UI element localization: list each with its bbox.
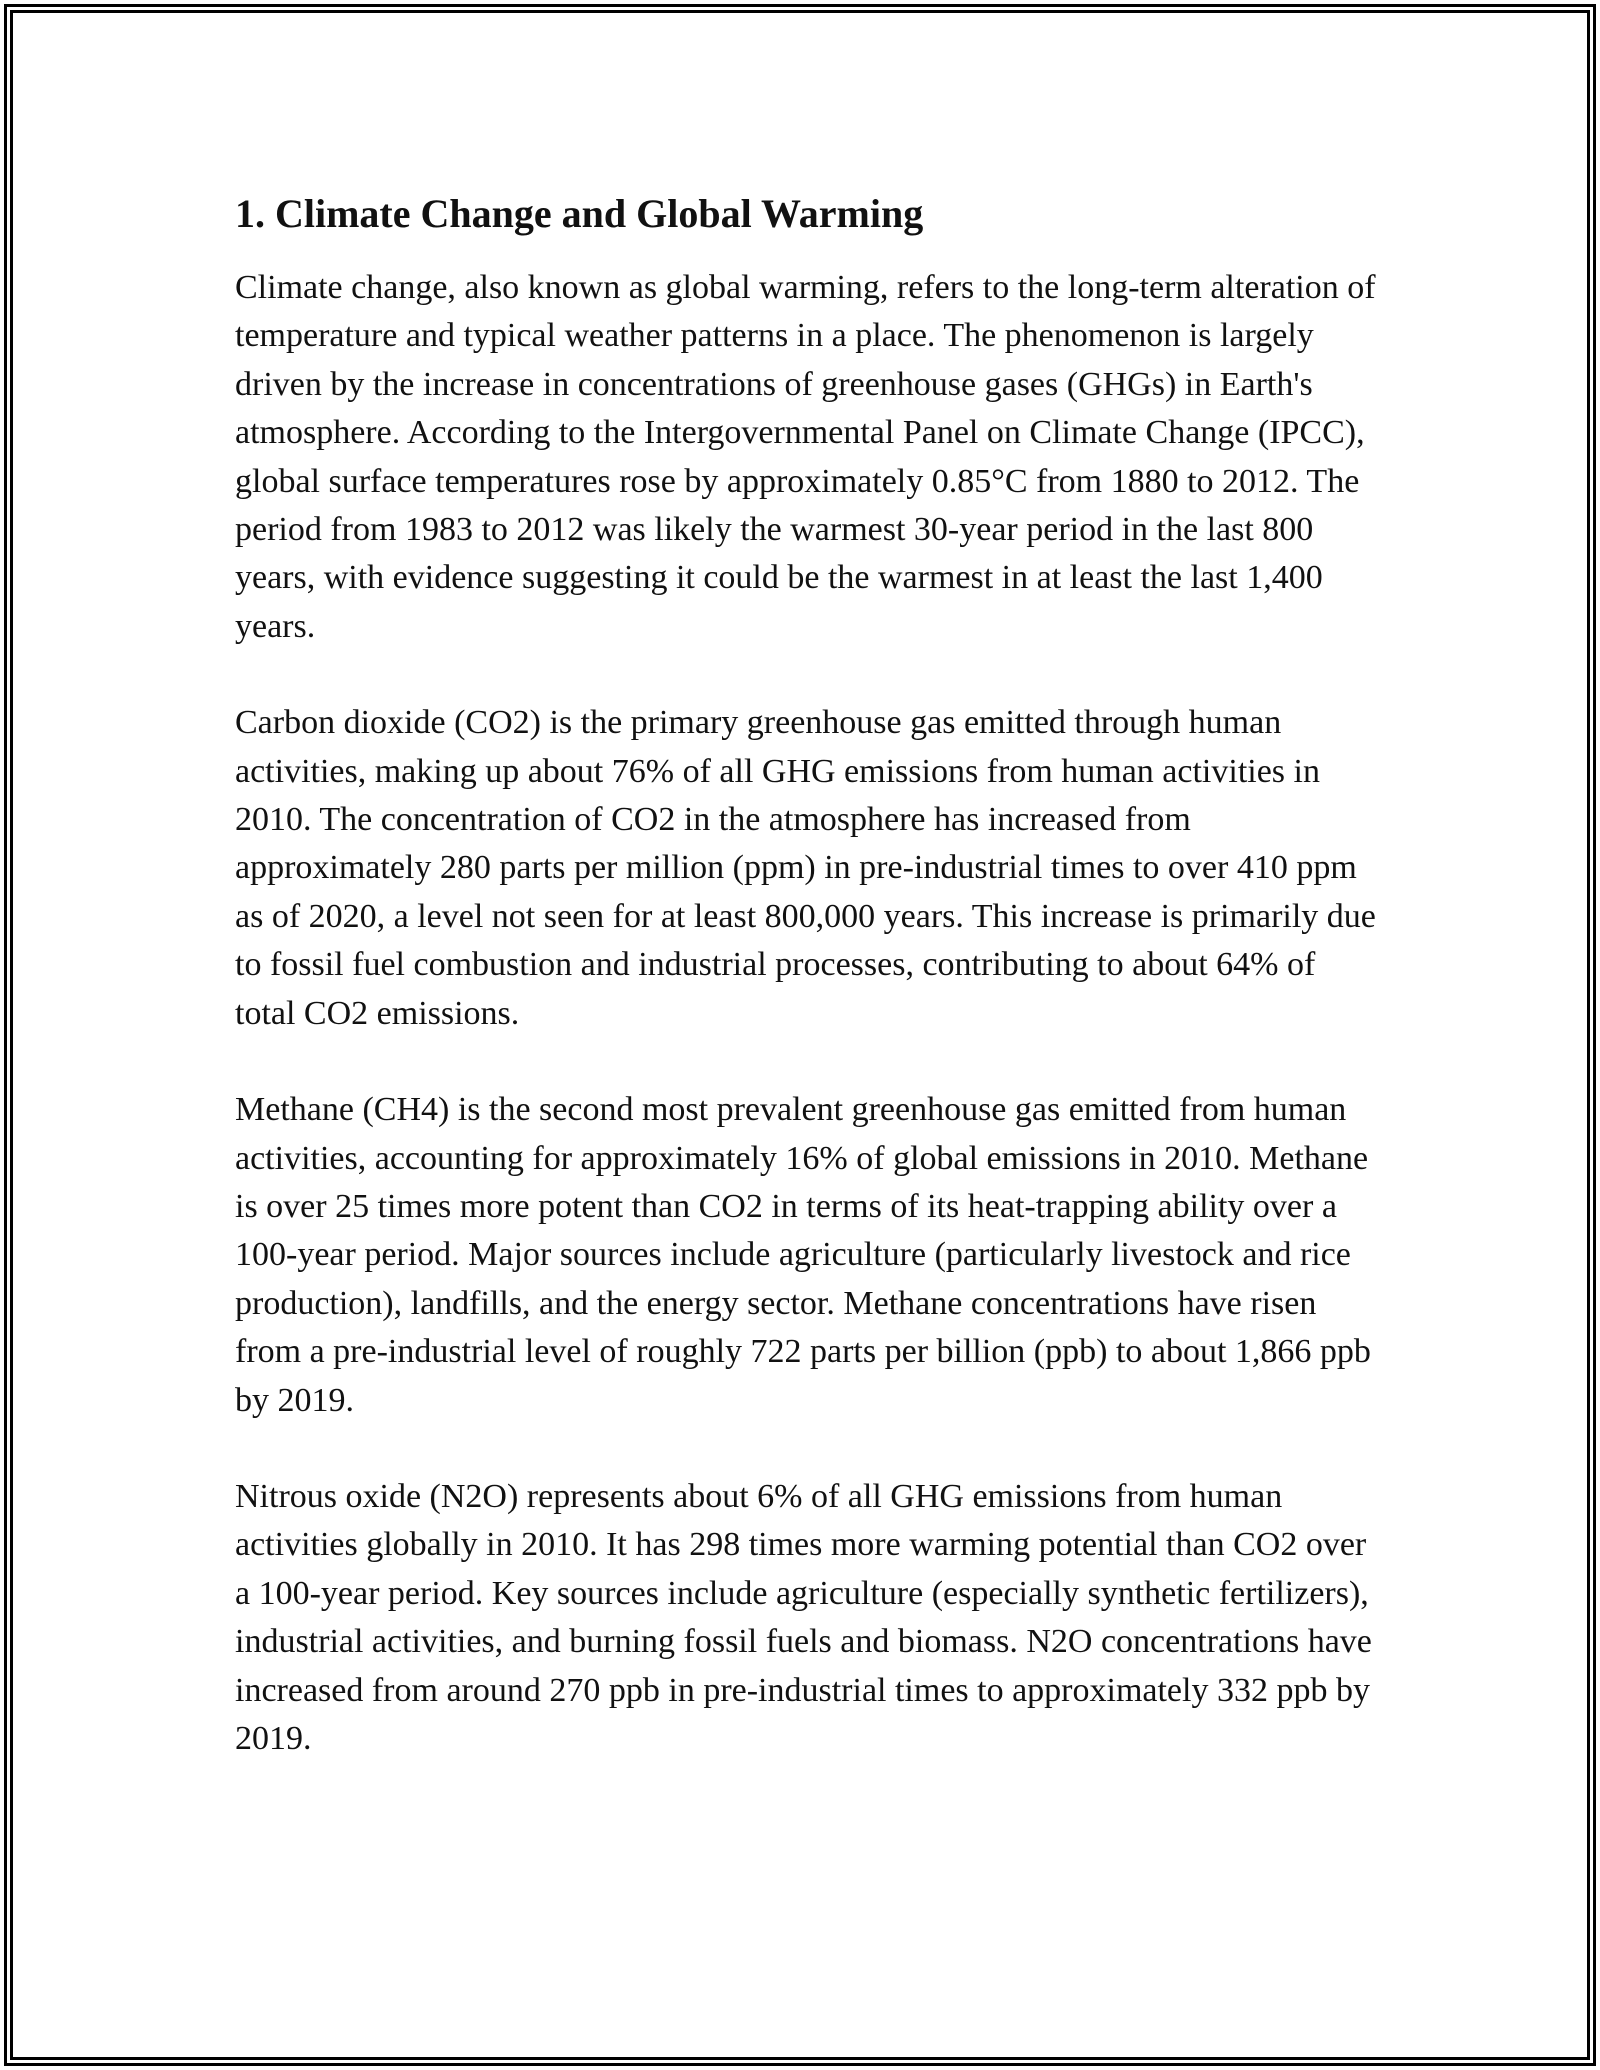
paragraph-methane: Methane (CH4) is the second most prevalent greenhouse gas emitted from human activities, accounting for approximately 16% of global emissions in 2010. Methane is over 25 times more potent than CO2 in terms of its heat-trapping ability over a 100-year period. Major sources include agriculture (particularly livestock and rice production), landfills, and the energy sector. Methane concentrations have risen from a pre-industrial level of roughly 722 parts per billion (ppb) to about 1,866 ppb by 2019. bbox=[235, 1091, 1371, 1419]
paragraph-nitrous-oxide: Nitrous oxide (N2O) represents about 6% of all GHG emissions from human activities globally in 2010. It has 298 times more warming potential than CO2 over a 100-year period. Key sources include agriculture (especially synthetic fertilizers), industrial activities, and burning fossil fuels and biomass. N2O concentrations have increased from around 270 ppb in pre-industrial times to approximately 332 ppb by 2019. bbox=[235, 1477, 1372, 1757]
document-body bbox=[235, 180, 1380, 1811]
section-heading: 1. Climate Change and Global Warming bbox=[235, 191, 924, 236]
paragraph-carbon-dioxide: Carbon dioxide (CO2) is the primary greenhouse gas emitted through human activities, making up about 76% of all GHG emissions from human activities in 2010. The concentration of CO2 in the atmosphere has increased from approximately 280 parts per million (ppm) in pre-industrial times to over 410 ppm as of 2020, a level not seen for at least 800,000 years. This increase is primarily due to fossil fuel combustion and industrial processes, contributing to about 64% of total CO2 emissions. bbox=[235, 704, 1376, 1032]
paragraph-climate-change: Climate change, also known as global warming, refers to the long-term alteration of temperature and typical weather patterns in a place. The phenomenon is largely driven by the increase in concentrations of greenhouse gases (GHGs) in Earth's atmosphere. According to the Intergovernmental Panel on Climate Change (IPCC), global surface temperatures rose by approximately 0.85°C from 1880 to 2012. The period from 1983 to 2012 was likely the warmest 30-year period in the last 800 years, with evidence suggesting it could be the warmest in at least the last 1,400 years. bbox=[235, 269, 1376, 645]
